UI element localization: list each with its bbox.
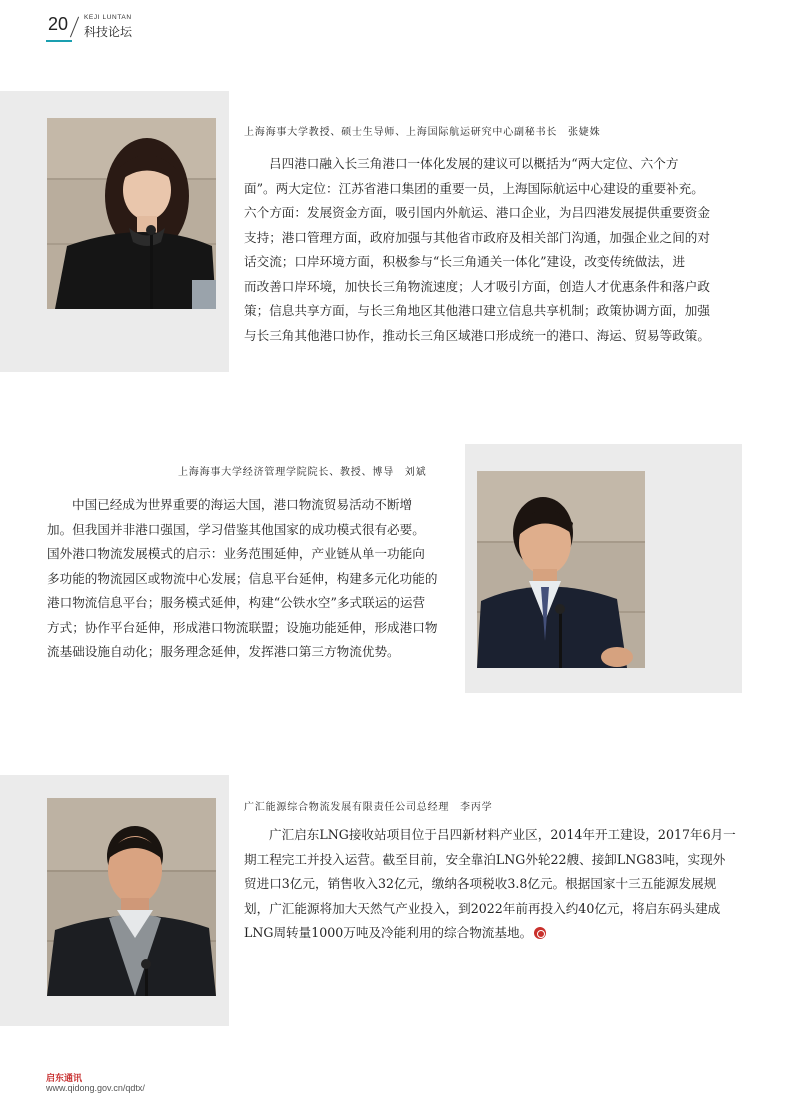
body-line: 话交流；口岸环境方面，积极参与“长三角通关一体化”建设，改变传统做法，进: [244, 254, 686, 269]
body-line: 加。但我国并非港口强国，学习借鉴其他国家的成功模式很有必要。: [47, 521, 425, 537]
section-pinyin: KEJI LUNTAN: [84, 14, 132, 21]
speaker-3-photo: [47, 798, 216, 996]
speaker-1-photo: [47, 118, 216, 309]
speaker-3-body: [244, 823, 746, 946]
body-line: 支持；港口管理方面，政府加强与其他省市政府及相关部门沟通，加强企业之间的对: [244, 229, 710, 245]
speaker-1-body: [244, 152, 744, 348]
speaker-1-title: 上海海事大学教授、硕士生导师、上海国际航运研究中心副秘书长 张婕姝: [244, 127, 601, 138]
speaker-2-body: [47, 493, 449, 665]
speaker-2-title: 上海海事大学经济管理学院院长、教授、博导 刘斌: [178, 467, 427, 478]
body-line: 多功能的物流园区或物流中心发展；信息平台延伸，构建多元化功能的: [47, 570, 438, 586]
page-number: 20: [48, 14, 69, 34]
body-line: 国外港口物流发展模式的启示：业务范围延伸，产业链从单一功能向: [47, 546, 425, 561]
body-line: 港口物流信息平台；服务模式延伸，构建“公铁水空”多式联运的运营: [47, 595, 426, 610]
body-line: 六个方面：发展资金方面，吸引国内外航运、港口企业，为吕四港发展提供重要资金: [244, 205, 710, 220]
body-line: 贸进口3亿元，销售收入32亿元，缴纳各项税收3.8亿元。根据国家十三五能源发展规: [244, 876, 717, 891]
end-mark-icon: [534, 927, 546, 939]
header-divider: [70, 17, 79, 38]
section-title: 科技论坛: [84, 25, 133, 39]
body-line: [244, 921, 746, 946]
page-number-underline: [46, 40, 72, 42]
body-line: 方式；协作平台延伸，形成港口物流联盟；设施功能延伸，形成港口物: [47, 619, 438, 635]
body-line: 广汇启东LNG接收站项目位于吕四新材料产业区，2014年开工建设，2017年6月一: [269, 827, 736, 842]
body-line: 中国已经成为世界重要的海运大国，港口物流贸易活动不断增: [72, 497, 413, 512]
body-line: 面”。两大定位：江苏省港口集团的重要一员，上海国际航运中心建设的重要补充。: [244, 180, 704, 196]
body-line-text: LNG周转量1000万吨及冷能利用的综合物流基地。: [244, 925, 533, 940]
body-line: 而改善口岸环境，加快长三角物流速度；人才吸引方面，创造人才优惠条件和落户政: [244, 278, 710, 294]
body-line: 流基础设施自动化；服务理念延伸，发挥港口第三方物流优势。: [47, 644, 400, 659]
footer-url: www.qidong.gov.cn/qdtx/: [46, 1083, 145, 1093]
body-line: 期工程完工并投入运营。截至目前，安全靠泊LNG外轮22艘、接卸LNG83吨，实现外: [244, 851, 726, 867]
speaker-2-photo: [477, 471, 645, 668]
body-line: 吕四港口融入长三角港口一体化发展的建议可以概括为“两大定位、六个方: [269, 156, 679, 171]
speaker-3-title: 广汇能源综合物流发展有限责任公司总经理 李丙学: [244, 802, 493, 813]
footer-brand: 启东通讯: [46, 1074, 83, 1084]
body-line: 策；信息共享方面，与长三角地区其他港口建立信息共享机制；政策协调方面，加强: [244, 303, 710, 318]
page-header: [46, 12, 166, 38]
body-line: 划，广汇能源将加大天然气产业投入，到2022年前再投入约40亿元，将启东码头建成: [244, 900, 721, 916]
body-line: 与长三角其他港口协作，推动长三角区域港口形成统一的港口、海运、贸易等政策。: [244, 327, 710, 343]
